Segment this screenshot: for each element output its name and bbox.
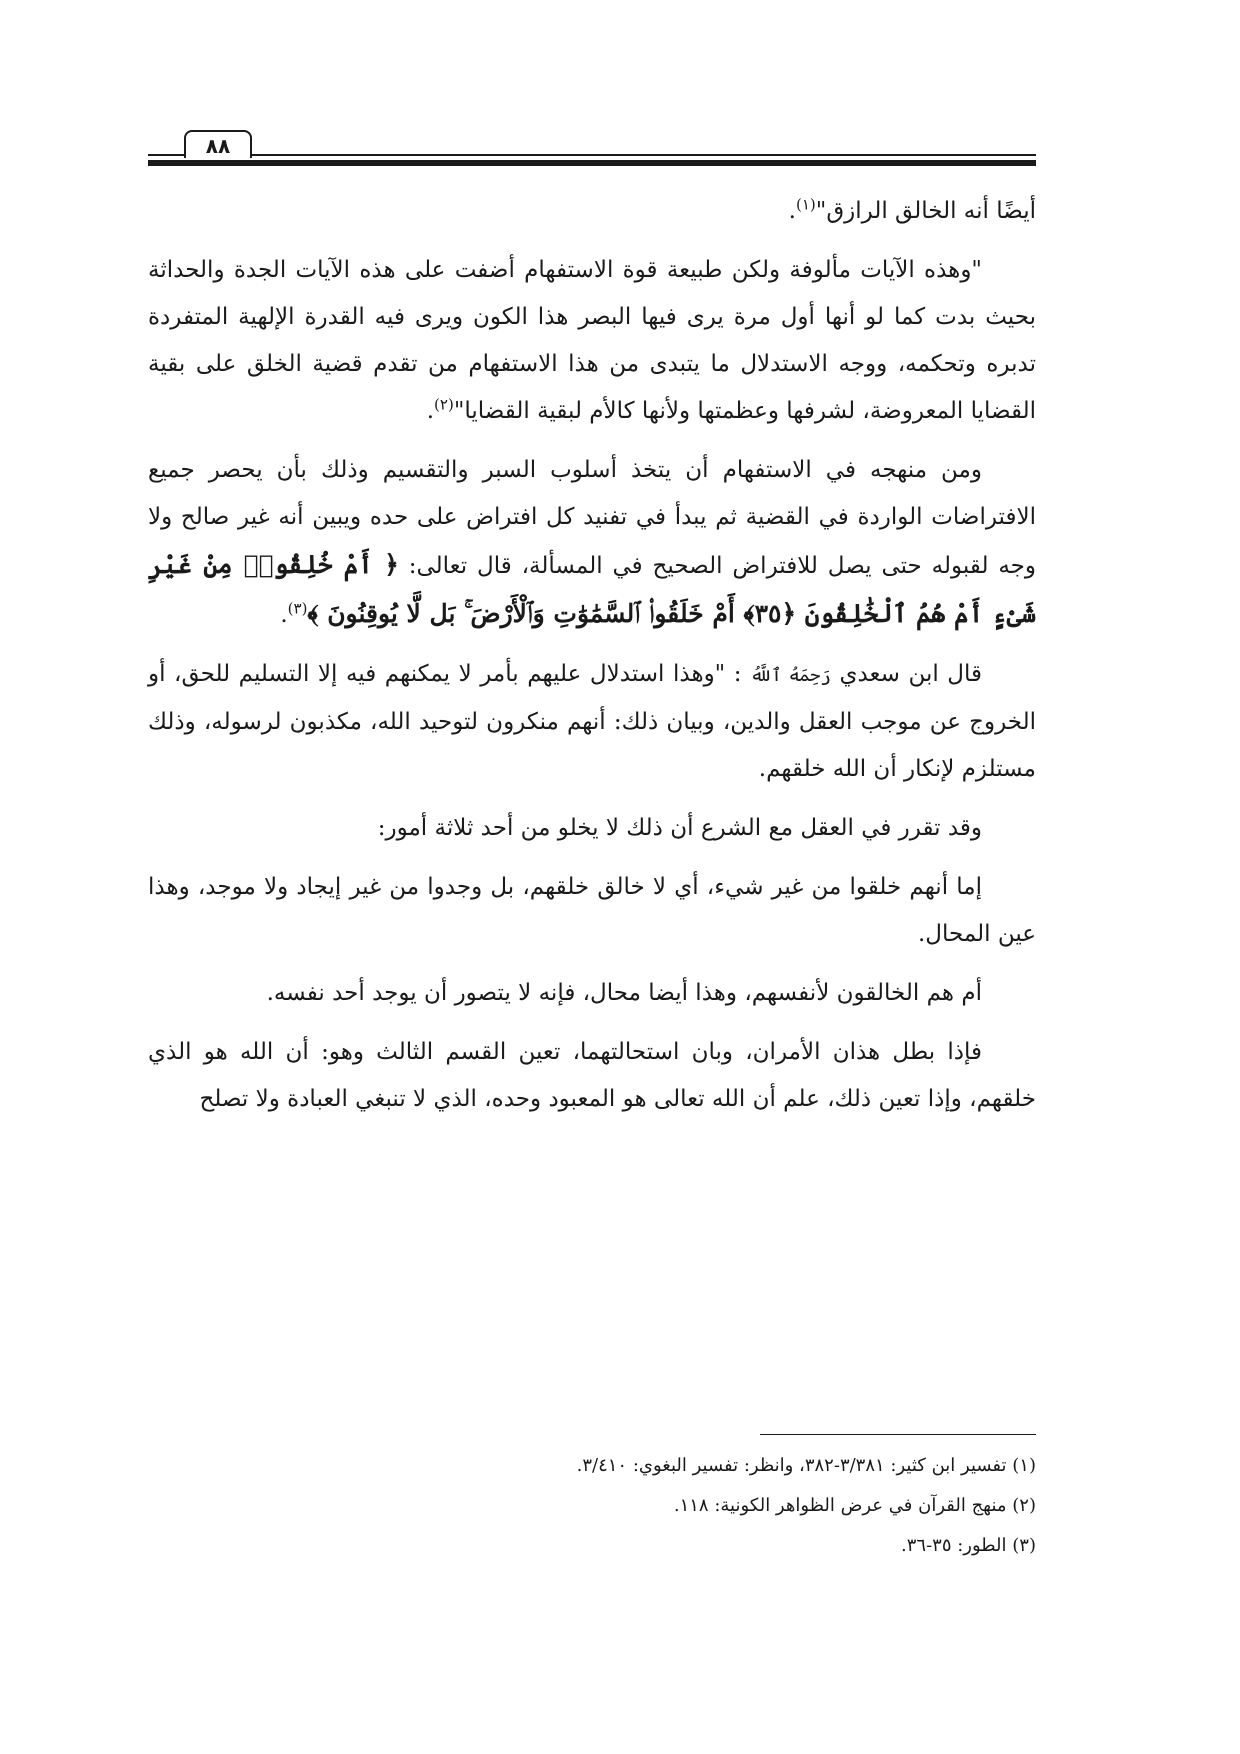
paragraph-3-end: . bbox=[280, 602, 288, 628]
paragraph-7: أم هم الخالقون لأنفسهم، وهذا أيضا محال، فإنه لا يتصور أن يوجد أحد نفسه. bbox=[266, 980, 982, 1006]
footnote-ref-2: (٢) bbox=[434, 395, 454, 414]
footnotes bbox=[148, 1446, 1036, 1566]
paragraph-5: وقد تقرر في العقل مع الشرع أن ذلك لا يخلو من أحد ثلاثة أمور: bbox=[377, 815, 982, 841]
paragraph-1-text: أيضًا أنه الخالق الرازق" bbox=[815, 198, 1036, 224]
paragraph-4-start: قال ابن سعدي bbox=[830, 661, 982, 687]
paragraph-3-text: ومن منهجه في الاستفهام أن يتخذ أسلوب السبر والتقسيم وذلك بأن يحصر جميع الافتراضات الواردة في القضية ثم يبدأ في تفنيد كل افتراض على حده ويبين أنه غير صالح ولا وجه لقبوله حتى يصل للافتراض الصحيح في المسألة، قال تعالى: bbox=[148, 457, 1036, 579]
main-text bbox=[148, 188, 1036, 1135]
quran-verse: ﴿ أَمْ خُلِقُوا۟ مِنْ غَيْرِ شَىْءٍ أَمْ هُمُ ٱلْخَٰلِقُونَ ﴿٣٥﴾ أَمْ خَلَقُوا۟ ٱلسَّمَٰوَٰتِ وَٱلْأَرْضَ ۚ بَل لَّا يُوقِنُونَ ﴾ bbox=[148, 550, 1036, 628]
paragraph-3 bbox=[148, 447, 1036, 639]
paragraph-2-end: . bbox=[426, 398, 435, 424]
honorific-phrase: رَحِمَهُ ٱللَّهُ bbox=[750, 665, 831, 686]
paragraph-2 bbox=[148, 247, 1036, 435]
footnote-2: (٢) منهج القرآن في عرض الظواهر الكونية: ١١٨. bbox=[673, 1495, 1036, 1516]
footnote-ref-1: (١) bbox=[795, 195, 816, 214]
footnote-ref-3: (٣) bbox=[287, 599, 308, 618]
paragraph-4 bbox=[148, 651, 1036, 793]
header-rule-thin bbox=[148, 154, 1036, 156]
header-rule-thick bbox=[148, 160, 1036, 166]
paragraph-4-text: : "وهذا استدلال عليهم بأمر لا يمكنهم فيه إلا التسليم للحق، أو الخروج عن موجب العقل والدين، وبيان ذلك: أنهم منكرون لتوحيد الله، مكذبون لرسوله، وذلك مستلزم لإنكار أن الله خلقهم. bbox=[148, 661, 1036, 782]
footnote-1: (١) تفسير ابن كثير: ٣/٣٨١-٣٨٢، وانظر: تفسير البغوي: ٣/٤١٠. bbox=[576, 1455, 1036, 1476]
paragraph-2-text: "وهذه الآيات مألوفة ولكن طبيعة قوة الاستفهام أضفت على هذه الآيات الجدة والحداثة بحيث بدت كما لو أنها أول مرة يرى فيها البصر هذا الكون ويرى فيه القدرة الإلهية المتفردة تدبره وتحكمه، ووجه الاستدلال ما يتبدى من هذا الاستفهام من تقدم قضية الخلق على بقية القضايا المعروضة، لشرفها وعظمتها ولأنها كالأم لبقية القضايا" bbox=[148, 257, 1036, 424]
paragraph-1 bbox=[148, 188, 1036, 235]
page-number: ٨٨ bbox=[184, 130, 252, 158]
paragraph-1-end: . bbox=[788, 198, 796, 224]
footnote-divider bbox=[760, 1434, 1036, 1435]
paragraph-6: إما أنهم خلقوا من غير شيء، أي لا خالق خلقهم، بل وجدوا من غير إيجاد ولا موجد، وهذا عين المحال. bbox=[148, 874, 1036, 947]
footnote-3: (٣) الطور: ٣٥-٣٦. bbox=[901, 1535, 1036, 1556]
page-header bbox=[148, 128, 1036, 168]
paragraph-8: فإذا بطل هذان الأمران، وبان استحالتهما، تعين القسم الثالث وهو: أن الله هو الذي خلقهم، وإذا تعين ذلك، علم أن الله تعالى هو المعبود وحده، الذي لا تنبغي العبادة ولا تصلح bbox=[148, 1039, 1036, 1112]
